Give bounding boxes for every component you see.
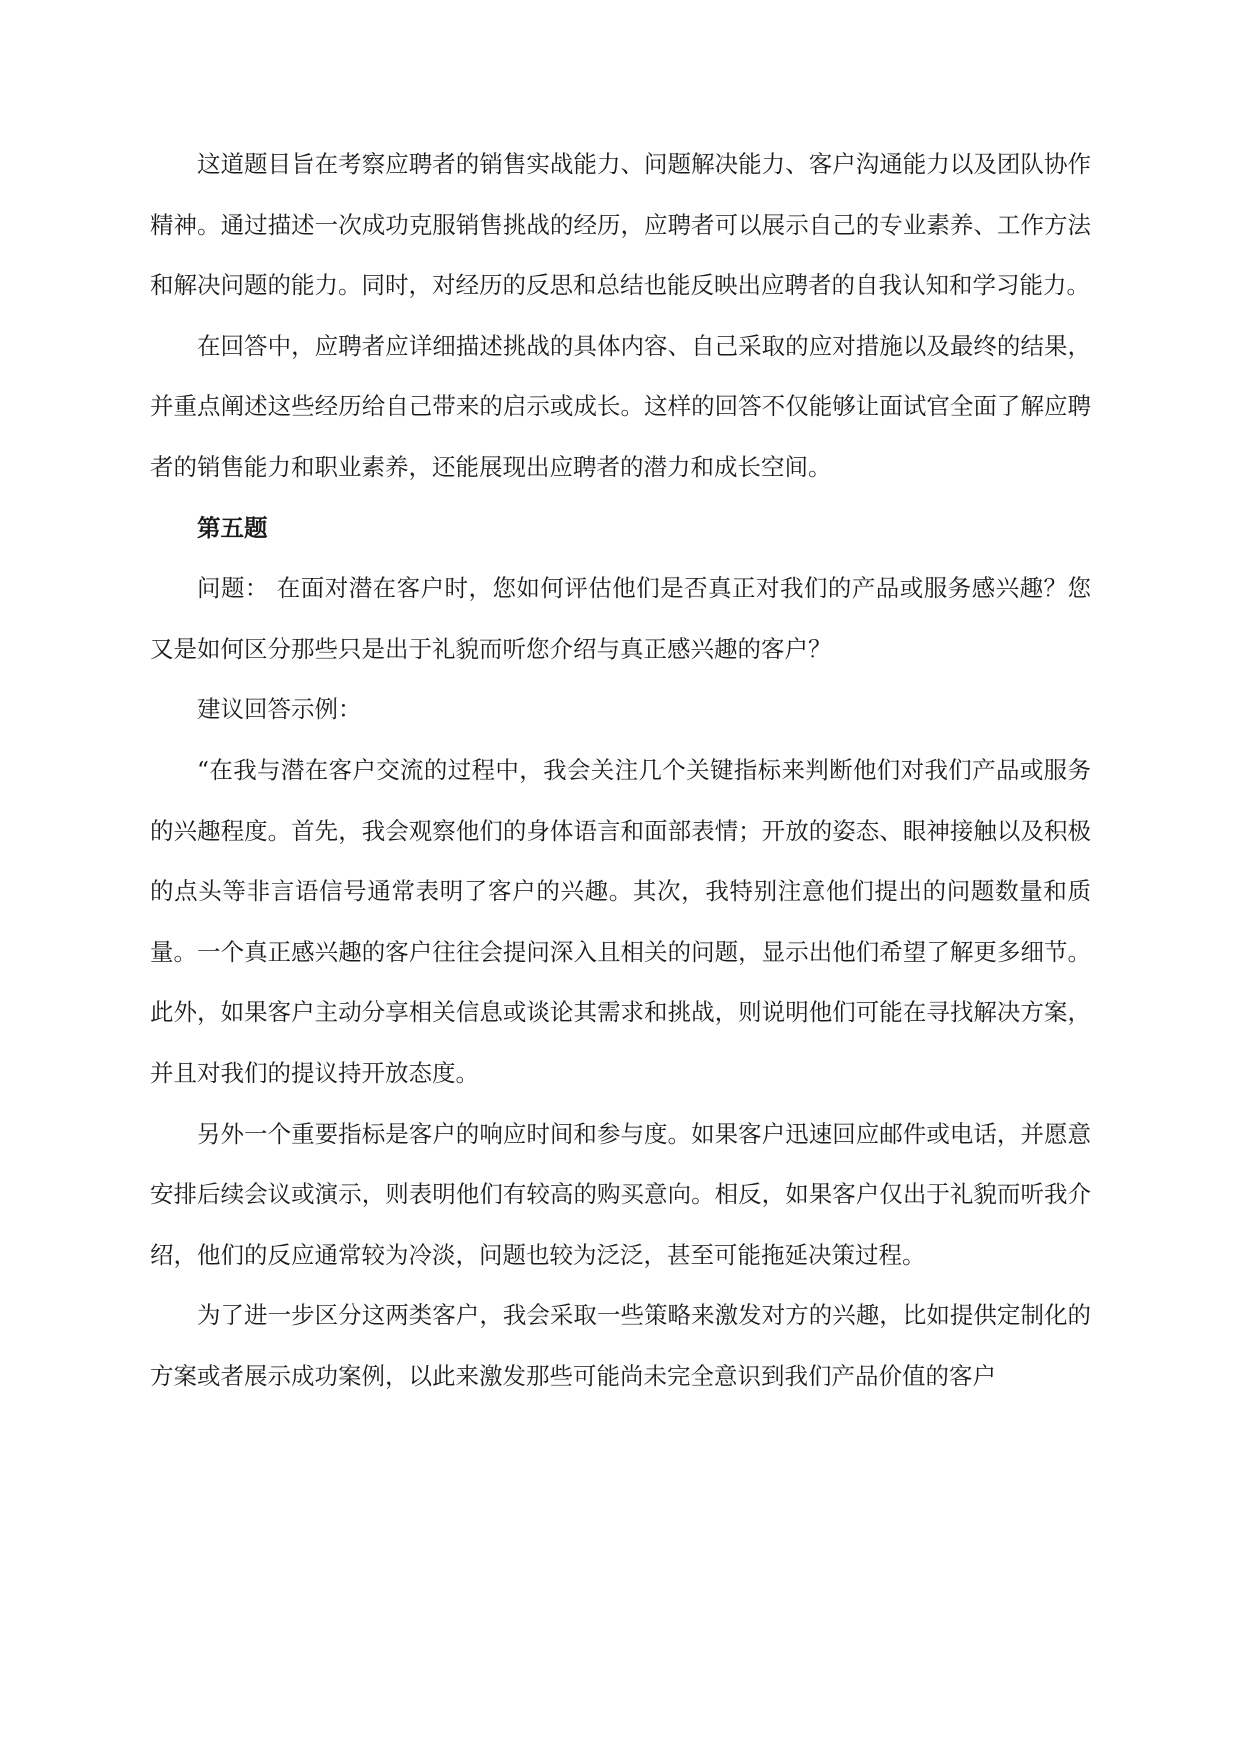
intro-paragraph-2: 在回答中，应聘者应详细描述挑战的具体内容、自己采取的应对措施以及最终的结果，并重点阐述这些经历给自己带来的启示或成长。这样的回答不仅能够让面试官全面了解应聘者的销售能力和职业素养，还能展现出应聘者的潜力和成长空间。 [150,331,1091,481]
intro-paragraph-1: 这道题目旨在考察应聘者的销售实战能力、问题解决能力、客户沟通能力以及团队协作精神。通过描述一次成功克服销售挑战的经历，应聘者可以展示自己的专业素养、工作方法和解决问题的能力。同时，对经历的反思和总结也能反映出应聘者的自我认知和学习能力。 [150,150,1091,300]
answer-label: 建议回答示例： [197,695,362,724]
answer-paragraph-1: “在我与潜在客户交流的过程中，我会关注几个关键指标来判断他们对我们产品或服务的兴趣程度。首先，我会观察他们的身体语言和面部表情；开放的姿态、眼神接触以及积极的点头等非言语信号通常表明了客户的兴趣。其次，我特别注意他们提出的问题数量和质量。一个真正感兴趣的客户往往会提问深入且相关的问题，显示出他们希望了解更多细节。此外，如果客户主动分享相关信息或谈论其需求和挑战，则说明他们可能在寻找解决方案，并且对我们的提议持开放态度。 [150,755,1091,1087]
question-paragraph: 问题： 在面对潜在客户时，您如何评估他们是否真正对我们的产品或服务感兴趣？您又是如何区分那些只是出于礼貌而听您介绍与真正感兴趣的客户？ [150,574,1091,663]
answer-paragraph-2: 另外一个重要指标是客户的响应时间和参与度。如果客户迅速回应邮件或电话，并愿意安排后续会议或演示，则表明他们有较高的购买意向。相反，如果客户仅出于礼貌而听我介绍，他们的反应通常较为冷淡，问题也较为泛泛，甚至可能拖延决策过程。 [150,1119,1091,1269]
document-page [150,134,1091,1406]
answer-paragraph-3: 为了进一步区分这两类客户，我会采取一些策略来激发对方的兴趣，比如提供定制化的方案或者展示成功案例，以此来激发那些可能尚未完全意识到我们产品价值的客户 [150,1301,1091,1390]
section-heading: 第五题 [197,513,268,542]
